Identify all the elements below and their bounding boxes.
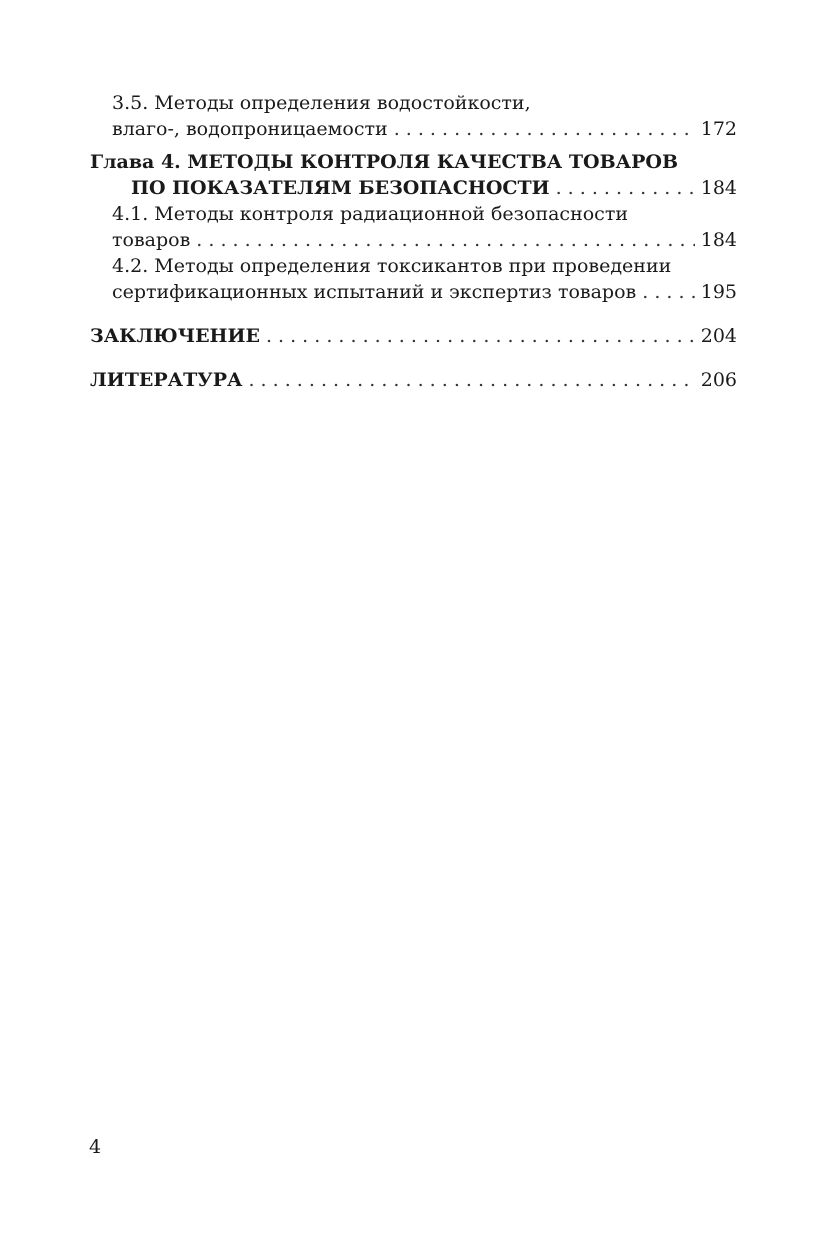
toc-entry-conclusion: [90, 323, 737, 349]
toc-entry-literature: [90, 367, 737, 393]
toc-page-number: 184: [700, 177, 737, 199]
toc-entry-3-5: [90, 90, 737, 142]
toc-entry-title: 4.1. Методы контроля радиационной безопасности: [112, 203, 628, 225]
dot-leader: [394, 116, 695, 142]
toc-page-number: 206: [700, 369, 737, 391]
toc-page-number: 184: [700, 229, 737, 251]
toc-entry-4-2: [90, 253, 737, 305]
toc-entry-title-cont: сертификационных испытаний и экспертиз товаров: [112, 281, 637, 303]
dot-leader: [556, 175, 695, 201]
toc-page-number: 195: [700, 281, 737, 303]
toc-page-number: 172: [700, 118, 737, 140]
toc-entry-4-1: [90, 201, 737, 253]
toc-entry-chapter-4: [90, 149, 737, 201]
toc-entry-title: 3.5. Методы определения водостойкости,: [112, 92, 531, 114]
dot-leader: [642, 279, 695, 305]
page-number: 4: [89, 1136, 102, 1158]
toc-entry-title: 4.2. Методы определения токсикантов при проведении: [112, 255, 672, 277]
table-of-contents: [90, 90, 737, 393]
dot-leader: [248, 367, 694, 393]
chapter-title: Глава 4. МЕТОДЫ КОНТРОЛЯ КАЧЕСТВА ТОВАРОВ: [90, 151, 678, 173]
dot-leader: [266, 323, 695, 349]
section-title: ЛИТЕРАТУРА: [90, 369, 243, 391]
toc-page-number: 204: [700, 325, 737, 347]
toc-entry-title-cont: товаров: [112, 229, 191, 251]
chapter-title-cont: ПО ПОКАЗАТЕЛЯМ БЕЗОПАСНОСТИ: [131, 177, 550, 199]
section-title: ЗАКЛЮЧЕНИЕ: [90, 325, 260, 347]
toc-entry-title-cont: влаго-, водопроницаемости: [112, 118, 388, 140]
dot-leader: [196, 227, 694, 253]
